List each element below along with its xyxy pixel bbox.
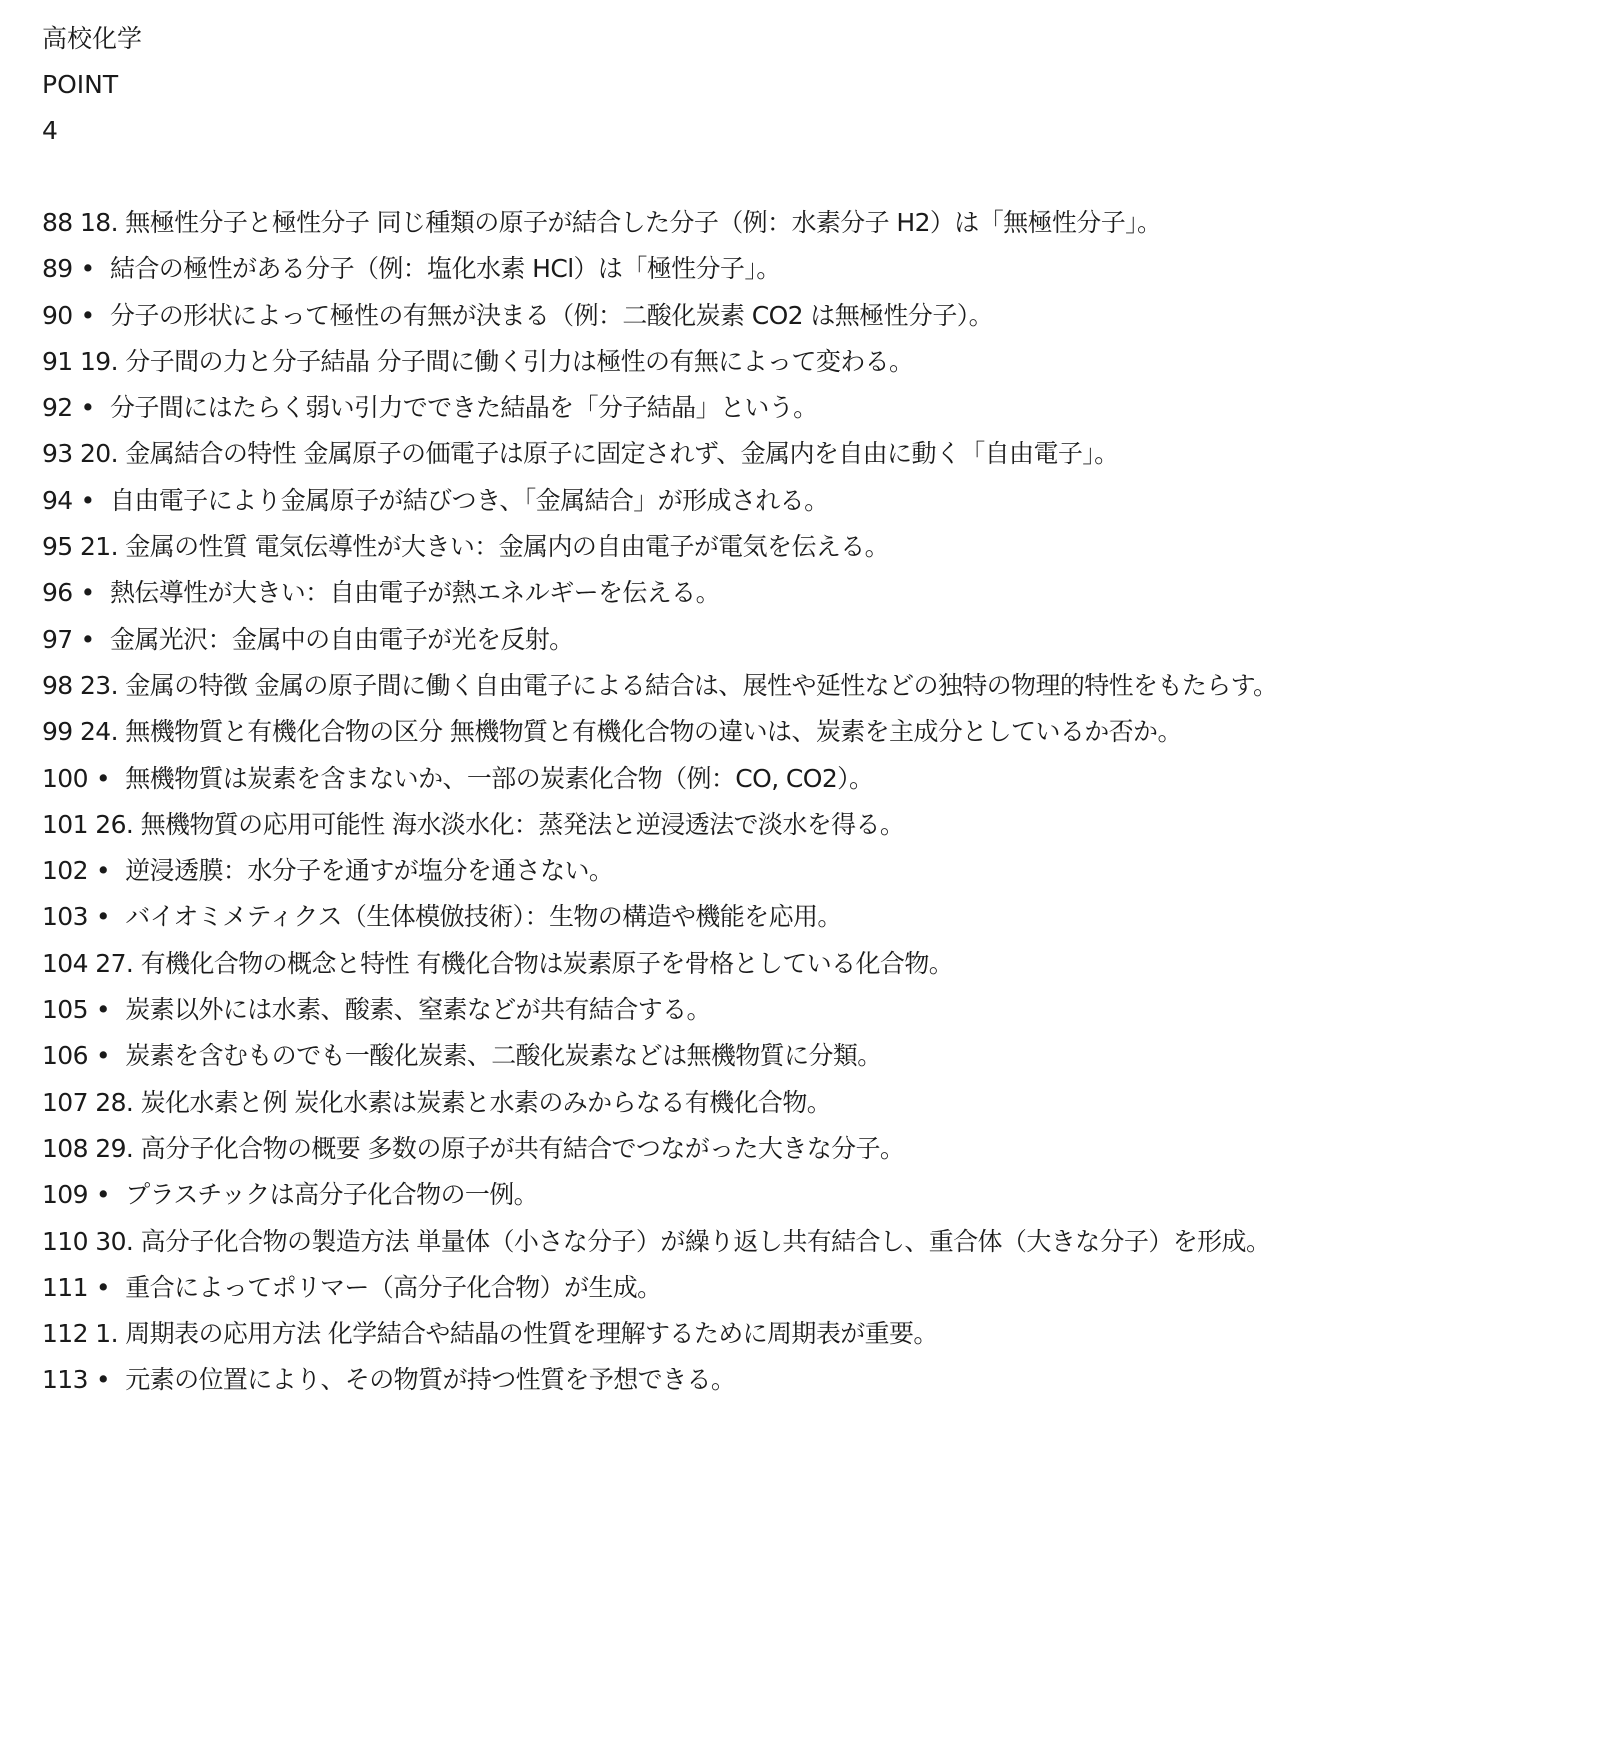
line-number: 103 (42, 902, 88, 932)
line-number: 107 (42, 1087, 88, 1117)
line-number: 97 (42, 624, 73, 654)
line-number: 112 (42, 1319, 88, 1349)
content-line (42, 246, 1572, 292)
line-number: 113 (42, 1365, 88, 1395)
line-text: 29. 高分子化合物の概要 多数の原子が共有結合でつながった大きな分子。 (95, 1133, 905, 1163)
bullet-marker: • (80, 393, 95, 423)
line-number: 104 (42, 948, 88, 978)
content-line (42, 570, 1572, 616)
content-line (42, 1357, 1572, 1403)
bullet-marker: • (95, 1272, 110, 1302)
line-text: 26. 無機物質の応用可能性 海水淡水化：蒸発法と逆浸透法で淡水を得る。 (95, 809, 905, 839)
line-number: 108 (42, 1133, 88, 1163)
line-number: 105 (42, 995, 88, 1025)
bullet-marker: • (95, 1180, 110, 1210)
line-text: 27. 有機化合物の概念と特性 有機化合物は炭素原子を骨格としている化合物。 (95, 948, 954, 978)
content-line (42, 339, 1572, 385)
line-number: 110 (42, 1226, 88, 1256)
point-number: 4 (42, 116, 58, 145)
line-text: 分子間にはたらく弱い引力でできた結晶を「分子結晶」という。 (109, 393, 818, 423)
line-number: 101 (42, 809, 88, 839)
line-number: 96 (42, 578, 73, 608)
line-number: 91 (42, 346, 73, 376)
bullet-marker: • (80, 300, 95, 330)
line-text: 結合の極性がある分子（例：塩化水素 HCl）は「極性分子」。 (109, 254, 781, 284)
bullet-marker: • (80, 485, 95, 515)
line-number: 89 (42, 254, 73, 284)
line-text: 重合によってポリマー（高分子化合物）が生成。 (125, 1272, 662, 1302)
content-line (42, 894, 1572, 940)
bullet-marker: • (95, 763, 110, 793)
line-number: 88 (42, 208, 73, 237)
line-text: 30. 高分子化合物の製造方法 単量体（小さな分子）が繰り返し共有結合し、重合体（大きな分子）を形成。 (95, 1226, 1271, 1256)
content-line (42, 941, 1572, 987)
line-text: プラスチックは高分子化合物の一例。 (125, 1180, 539, 1210)
line-number: 93 (42, 439, 73, 469)
line-text: バイオミメティクス（生体模倣技術）：生物の構造や機能を応用。 (125, 902, 842, 932)
content-line (42, 1126, 1572, 1172)
content-line (42, 293, 1572, 339)
content-line (42, 524, 1572, 570)
bullet-marker: • (95, 1041, 110, 1071)
content-line (42, 1311, 1572, 1357)
content-line (42, 1080, 1572, 1126)
bullet-marker: • (95, 995, 110, 1025)
line-number: 98 (42, 670, 73, 700)
line-text: 分子の形状によって極性の有無が決まる（例：二酸化炭素 CO2 は無極性分子）。 (109, 300, 994, 330)
point-label: POINT (42, 70, 119, 99)
line-text: 無機物質は炭素を含まないか、一部の炭素化合物（例：CO, CO2）。 (125, 763, 874, 793)
line-text: 熱伝導性が大きい：自由電子が熱エネルギーを伝える。 (109, 578, 720, 608)
line-text: 逆浸透膜：水分子を通すが塩分を通さない。 (125, 856, 614, 886)
line-number: 106 (42, 1041, 88, 1071)
content-line (42, 478, 1572, 524)
header-spacer (42, 154, 1572, 200)
bullet-marker: • (80, 254, 95, 284)
content-line (42, 663, 1572, 709)
line-number: 99 (42, 717, 73, 747)
line-number: 100 (42, 763, 88, 793)
bullet-marker: • (95, 856, 110, 886)
line-text: 23. 金属の特徴 金属の原子間に働く自由電子による結合は、展性や延性などの独特の物理的特性をもたらす。 (79, 670, 1278, 700)
line-text: 28. 炭化水素と例 炭化水素は炭素と水素のみからなる有機化合物。 (95, 1087, 832, 1117)
line-text: 炭素を含むものでも一酸化炭素、二酸化炭素などは無機物質に分類。 (125, 1041, 882, 1071)
subject-title: 高校化学 (42, 24, 143, 53)
content-line (42, 431, 1572, 477)
content-line (42, 1219, 1572, 1265)
bullet-marker: • (80, 624, 95, 654)
line-number: 109 (42, 1180, 88, 1210)
line-text: 自由電子により金属原子が結びつき、「金属結合」が形成される。 (109, 485, 829, 515)
bullet-marker: • (95, 902, 110, 932)
content-line (42, 709, 1572, 755)
content-line (42, 200, 1572, 246)
content-line (42, 1033, 1572, 1079)
content-line (42, 1172, 1572, 1218)
content-line (42, 617, 1572, 663)
line-text: 20. 金属結合の特性 金属原子の価電子は原子に固定されず、金属内を自由に動く「自由電子」。 (79, 439, 1119, 469)
line-text: 1. 周期表の応用方法 化学結合や結晶の性質を理解するために周期表が重要。 (95, 1319, 938, 1349)
content-line (42, 802, 1572, 848)
line-text: 24. 無機物質と有機化合物の区分 無機物質と有機化合物の違いは、炭素を主成分としているか否か。 (79, 717, 1182, 747)
line-number: 92 (42, 393, 73, 423)
bullet-marker: • (95, 1365, 110, 1395)
line-number: 94 (42, 485, 73, 515)
line-text: 金属光沢：金属中の自由電子が光を反射。 (109, 624, 574, 654)
line-text: 炭素以外には水素、酸素、窒素などが共有結合する。 (125, 995, 711, 1025)
content-lines (42, 200, 1572, 1404)
line-number: 111 (42, 1272, 88, 1302)
line-text: 19. 分子間の力と分子結晶 分子間に働く引力は極性の有無によって変わる。 (79, 346, 914, 376)
content-line (42, 756, 1572, 802)
line-text: 21. 金属の性質 電気伝導性が大きい：金属内の自由電子が電気を伝える。 (79, 532, 890, 562)
line-number: 102 (42, 856, 88, 886)
line-number: 90 (42, 300, 73, 330)
content-line (42, 987, 1572, 1033)
content-line (42, 385, 1572, 431)
line-number: 95 (42, 532, 73, 562)
content-line (42, 848, 1572, 894)
bullet-marker: • (80, 578, 95, 608)
content-line (42, 1265, 1572, 1311)
document-page (42, 16, 1572, 1404)
line-text: 18. 無極性分子と極性分子 同じ種類の原子が結合した分子（例：水素分子 H2）は「無極性分子」。 (79, 208, 1162, 237)
line-text: 元素の位置により、その物質が持つ性質を予想できる。 (125, 1365, 736, 1395)
